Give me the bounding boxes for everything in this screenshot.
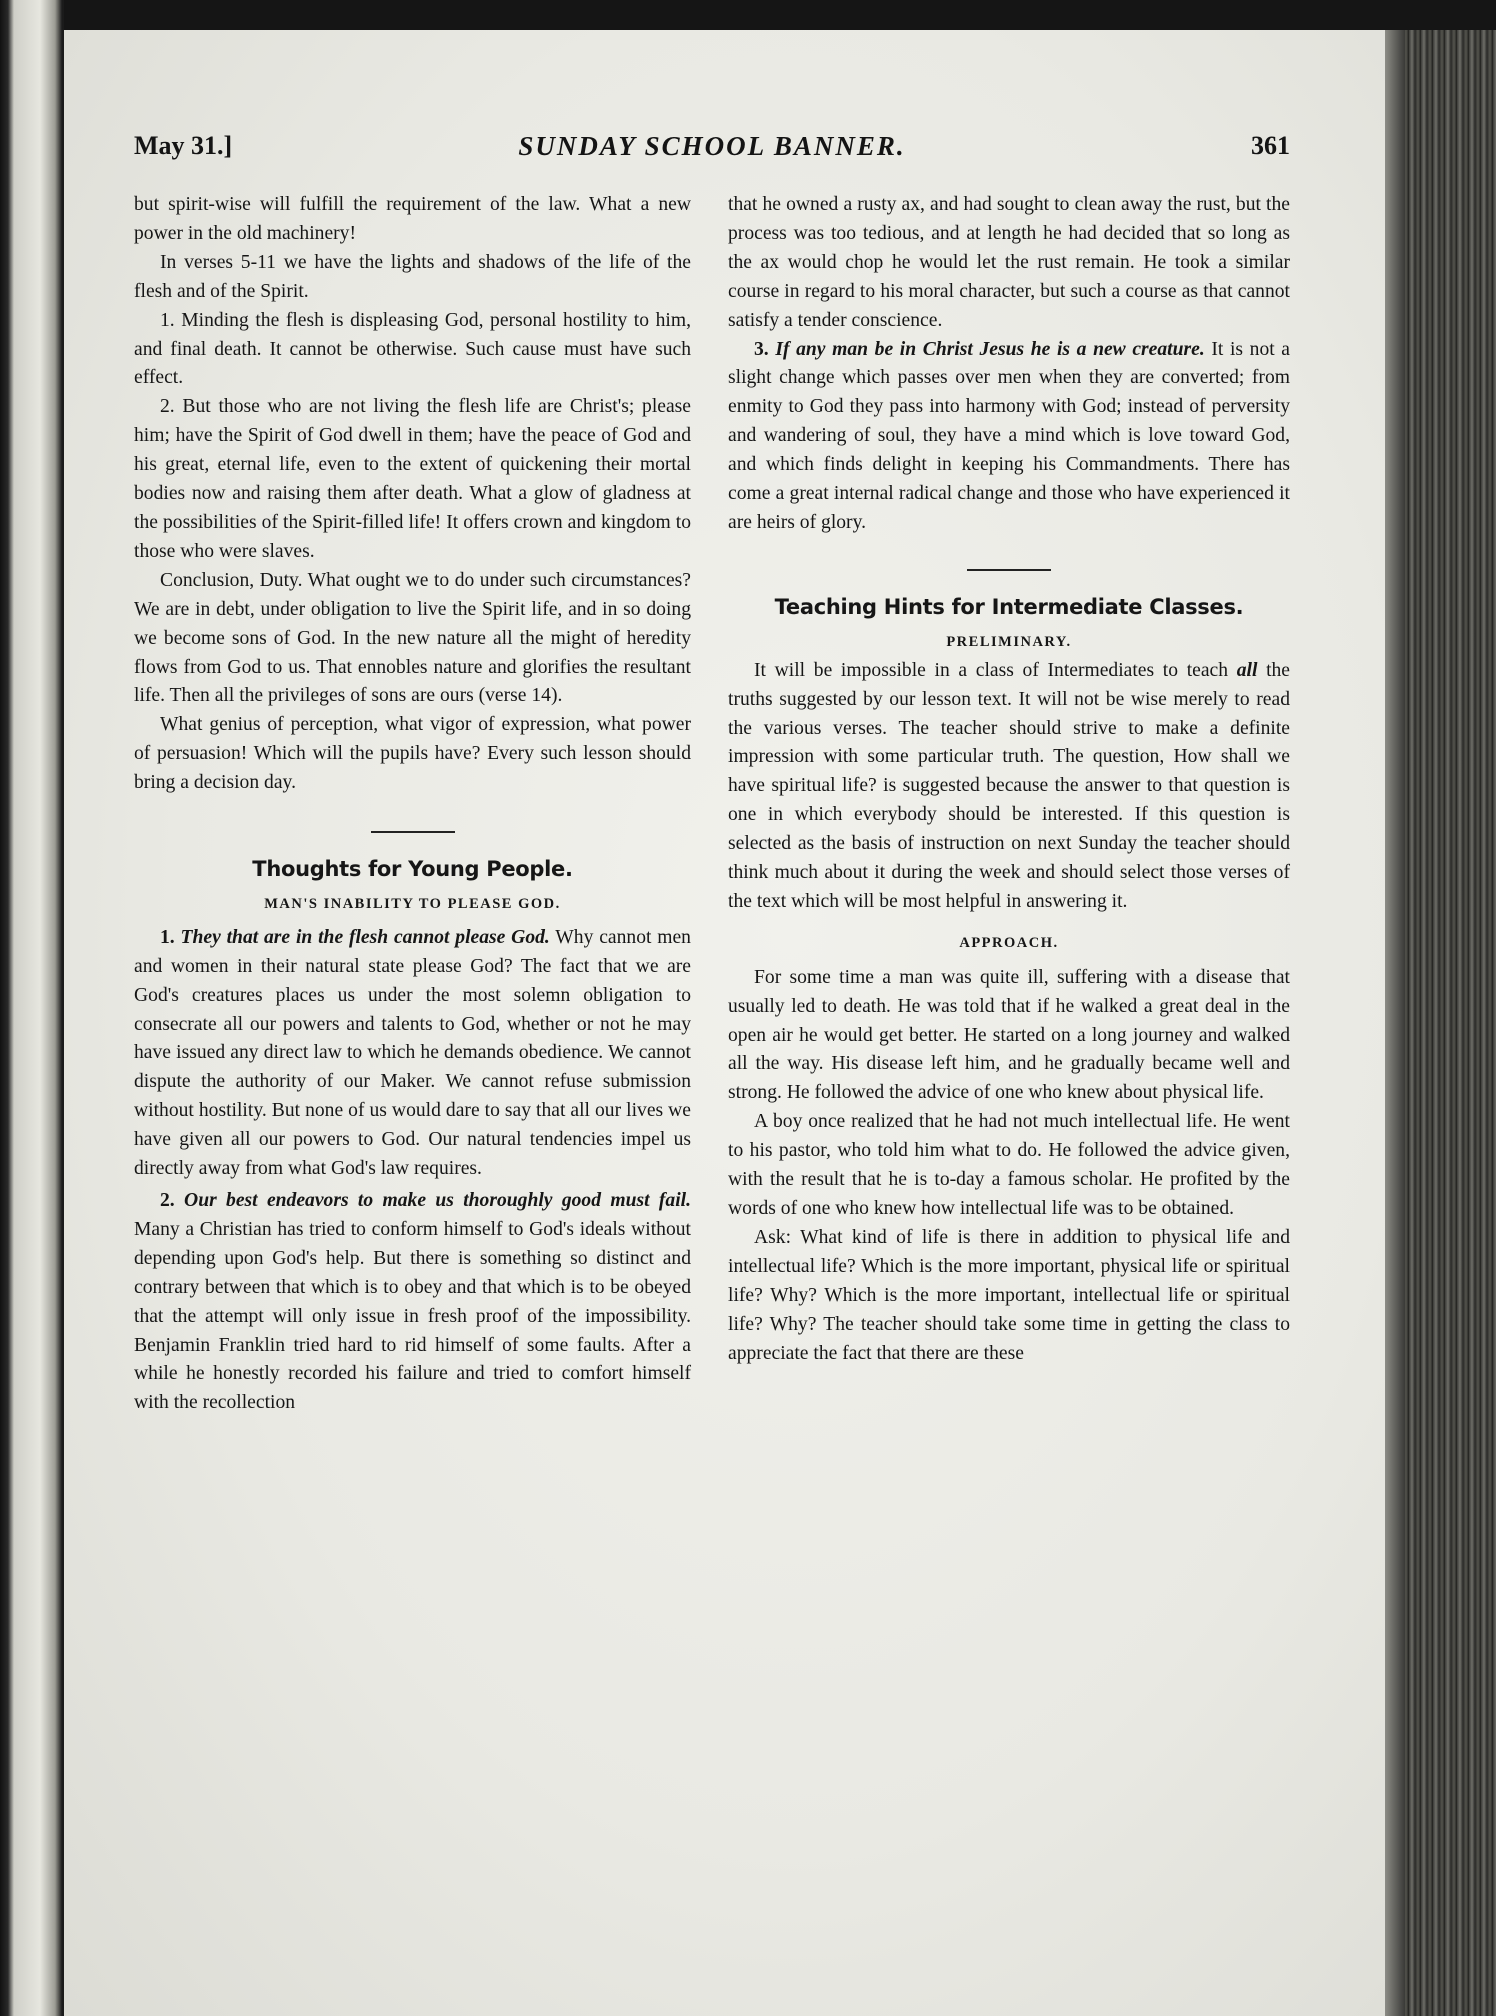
- paragraph: For some time a man was quite ill, suffering with a disease that usually led to death. He was told that if he walked a great deal in the open air he would get better. He started on a long journey and walked all the way. His disease left him, and he gradually became well and strong. He followed the advice of one who knew about physical life.: [728, 966, 1290, 1104]
- point-number: 1.: [160, 926, 175, 948]
- publication-title: SUNDAY SCHOOL BANNER.: [518, 131, 906, 161]
- point-number: 3.: [754, 338, 769, 360]
- scripture-quote: Our best endeavors to make us thoroughly good must fail.: [184, 1190, 691, 1211]
- paragraph: [728, 657, 1290, 917]
- point-text: It is not a slight change which passes over men when they are converted; from enmity to God they pass into harmony with God; instead of perversity and wandering of soul, they have a mind which is love toward God, and which finds delight in keeping his Commandments. There has come a great internal radical change and those who have experienced it are heirs of glory.: [728, 338, 1290, 533]
- section-title-young-people: Thoughts for Young People.: [252, 857, 573, 882]
- paragraph: 2. But those who are not living the flesh life are Christ's; please him; have the Spirit of God dwell in them; have the peace of God and his great, eternal life, even to the extent of quickening their mortal bodies now and raising them after death. What a glow of gladness at the possibilities of the Spirit-filled life! It offers crown and kingdom to those who were slaves.: [134, 396, 691, 562]
- page-number: 361: [1251, 131, 1290, 160]
- point-text: Why cannot men and women in their natural state please God? The fact that we are God's creatures places us under the most solemn obligation to consecrate all our powers and talents to God, whether or not he may have issued any direct law to which he demands obedience. We cannot dispute the authority of our Maker. We cannot refuse submission without hostility. But none of us would dare to say that all our lives we have given all our powers to God. Our natural tendencies impel us directly away from what God's law requires.: [134, 926, 691, 1180]
- paragraph: What genius of perception, what vigor of expression, what power of persuasion! Which will the pupils have? Every such lesson should bring a decision day.: [134, 714, 691, 794]
- left-column: [134, 191, 691, 1418]
- paragraph: but spirit-wise will fulfill the requirement of the law. What a new power in the old machinery!: [134, 194, 691, 244]
- paragraph: Conclusion, Duty. What ought we to do under such circumstances? We are in debt, under obligation to live the Spirit life, and in so doing we become sons of God. In the new nature all the might of heredity flows from God to us. That ennobles nature and glorifies the resultant life. Then all the privileges of sons are ours (verse 14).: [134, 569, 691, 707]
- section-title-teaching-hints: Teaching Hints for Intermediate Classes.: [774, 594, 1244, 619]
- text-run: It will be impossible in a class of Intermediates to teach: [754, 659, 1229, 681]
- paragraph-point-2: [134, 1187, 691, 1418]
- paragraph: 1. Minding the flesh is displeasing God, personal hostility to him, and final death. It cannot be otherwise. Such cause must have such effect.: [134, 309, 691, 389]
- emphasis: all: [1236, 659, 1258, 681]
- paragraph: Ask: What kind of life is there in addition to physical life and intellectual life? Which is the more important, physical life or spiritual life? Why? Which is the more important, intellectual life or spiritual life? Why? The teacher should take some time in getting the class to appreciate the fact that there are these: [728, 1226, 1290, 1364]
- subsection-approach: APPROACH.: [959, 934, 1059, 951]
- subsection-preliminary: PRELIMINARY.: [946, 633, 1072, 650]
- point-number: 2.: [160, 1190, 175, 1211]
- right-column: [728, 191, 1290, 1368]
- paragraph: In verses 5-11 we have the lights and shadows of the life of the flesh and of the Spirit.: [134, 251, 691, 302]
- point-text: Many a Christian has tried to conform himself to God's ideals without depending upon God's help. But there is something so distinct and contrary between that which is to obey and that which is to be obeyed that the attempt will only issue in fresh proof of the impossibility. Benjamin Franklin tried hard to rid himself of some faults. After a while he honestly recorded his failure and tried to comfort himself with the recollection: [134, 1218, 691, 1414]
- paragraph: A boy once realized that he had not much intellectual life. He went to his pastor, who told him what to do. He followed the advice given, with the result that he is to-day a famous scholar. He profited by the words of one who knew how intellectual life was to be obtained.: [728, 1111, 1290, 1219]
- section-subtitle: MAN'S INABILITY TO PLEASE GOD.: [264, 895, 561, 912]
- text-run: the truths suggested by our lesson text. It will not be wise merely to read the various verses. The teacher should strive to make a definite impression with some particular truth. The question, How shall we have spiritual life? is suggested because the answer to that question is one in which everybody should be interested. If this question is selected as the basis of instruction on next Sunday the teacher should think much about it during the week and should select those verses of the text which will be most helpful in answering it.: [728, 659, 1290, 912]
- scripture-quote: If any man be in Christ Jesus he is a new creature.: [775, 338, 1205, 360]
- running-header: [134, 131, 1290, 171]
- scan-top-border: [0, 0, 1496, 30]
- scan-left-border: [0, 0, 64, 2016]
- paragraph-point-3: [728, 336, 1290, 538]
- book-page-edges: [1385, 30, 1496, 2016]
- paragraph-point-1: [134, 924, 691, 1184]
- issue-date: May 31.]: [134, 131, 233, 160]
- scripture-quote: They that are in the flesh cannot please God.: [180, 926, 550, 948]
- paragraph: that he owned a rusty ax, and had sought to clean away the rust, but the process was too tedious, and at length he had decided that so long as the ax would chop he would let the rust remain. He took a similar course in regard to his moral character, but such a course as that cannot satisfy a tender conscience.: [728, 194, 1290, 331]
